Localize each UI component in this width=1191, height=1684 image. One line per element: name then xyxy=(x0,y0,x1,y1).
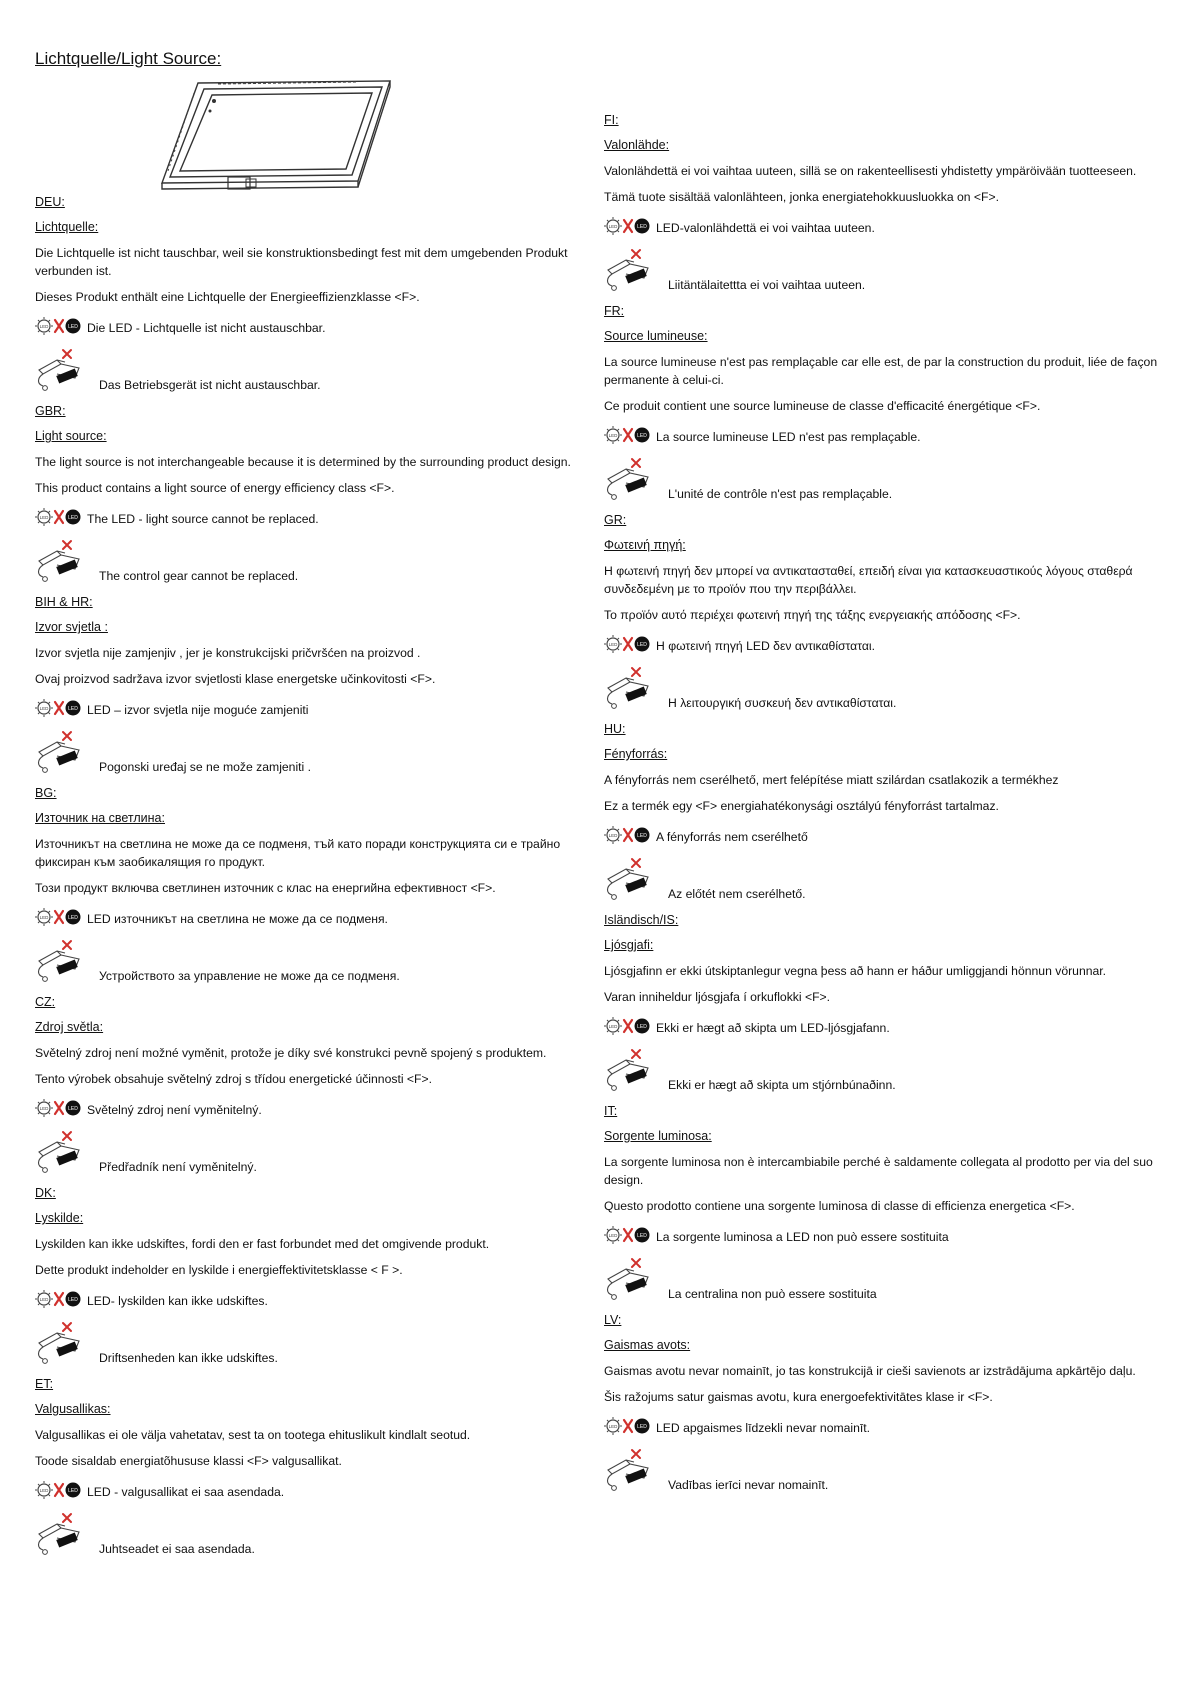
section-heading: Valgusallikas: xyxy=(35,1402,111,1416)
gear-notice xyxy=(604,857,1174,907)
svg-text:LED: LED xyxy=(608,1423,618,1429)
gear-notice-text: Устройството за управление не може да се подменя. xyxy=(99,969,400,983)
svg-text:LED: LED xyxy=(608,432,618,438)
led-notice xyxy=(604,1414,1174,1442)
language-code: LV: xyxy=(604,1313,622,1327)
paragraph: Ljósgjafinn er ekki útskiptanlegur vegna þess að hann er háður umliggjandi hönnun vörunnar. xyxy=(604,964,1107,978)
gear-notice-text: Η λειτουργική συσκευή δεν αντικαθίσταται. xyxy=(668,696,897,710)
language-section xyxy=(35,1377,595,1562)
language-section xyxy=(35,404,595,589)
led-notice xyxy=(35,1287,595,1315)
led-notice xyxy=(35,905,595,933)
led-notice-text: LED източникът на светлина не може да се подменя. xyxy=(87,912,388,926)
gear-notice xyxy=(604,457,1174,507)
gear-notice-text: Liitäntälaitettta ei voi vaihtaa uuteen. xyxy=(668,278,866,292)
led-notice-text: LED-valonlähdettä ei voi vaihtaa uuteen. xyxy=(656,221,875,235)
gear-notice xyxy=(604,248,1174,298)
language-code: GBR: xyxy=(35,404,66,418)
language-code: ET: xyxy=(35,1377,54,1391)
led-notice-text: La sorgente luminosa a LED non può essere sostituita xyxy=(656,1230,949,1244)
led-not-replaceable-icon xyxy=(35,907,81,932)
svg-text:LED: LED xyxy=(68,323,78,330)
paragraph: Източникът на светлина не може да се подменя, тъй като поради конструкцията си е трайно фиксиран към заобикалящия го продукт. xyxy=(35,837,561,869)
svg-text:LED: LED xyxy=(637,641,647,648)
section-heading: Source lumineuse: xyxy=(604,329,708,343)
section-heading: Източник на светлина: xyxy=(35,811,165,825)
svg-text:LED: LED xyxy=(608,641,618,647)
svg-text:LED: LED xyxy=(68,1296,78,1303)
language-section xyxy=(604,1104,1174,1307)
led-notice-text: LED - valgusallikat ei saa asendada. xyxy=(87,1485,285,1499)
page-title: Lichtquelle/Light Source: xyxy=(35,49,222,68)
led-notice-text: The LED - light source cannot be replaced. xyxy=(87,512,319,526)
svg-text:LED: LED xyxy=(68,514,78,521)
language-section xyxy=(35,1186,595,1371)
control-gear-not-replaceable-icon xyxy=(35,1130,85,1181)
gear-notice xyxy=(35,539,595,589)
led-not-replaceable-icon xyxy=(604,1016,650,1041)
language-section xyxy=(35,786,595,989)
paragraph: La source lumineuse n'est pas remplaçable car elle est, de par la construction du produit, liée de façon permanente à celui-ci. xyxy=(604,355,1158,387)
svg-text:LED: LED xyxy=(68,1487,78,1494)
svg-text:LED: LED xyxy=(608,223,618,229)
control-gear-not-replaceable-icon xyxy=(604,457,654,508)
svg-text:LED: LED xyxy=(637,432,647,439)
gear-notice xyxy=(604,1257,1174,1307)
led-notice xyxy=(35,1096,595,1124)
led-not-replaceable-icon xyxy=(35,1098,81,1123)
svg-text:LED: LED xyxy=(637,832,647,839)
paragraph: The light source is not interchangeable because it is determined by the surrounding product design. xyxy=(35,455,571,469)
control-gear-not-replaceable-icon xyxy=(604,1448,654,1499)
section-heading: Gaismas avots: xyxy=(604,1338,691,1352)
language-code: Isländisch/IS: xyxy=(604,913,679,927)
gear-notice-text: Ekki er hægt að skipta um stjórnbúnaðinn. xyxy=(668,1078,896,1092)
control-gear-not-replaceable-icon xyxy=(35,939,85,990)
control-gear-not-replaceable-icon xyxy=(35,348,85,399)
svg-text:LED: LED xyxy=(39,914,49,920)
gear-notice xyxy=(35,939,595,989)
section-heading: Lyskilde: xyxy=(35,1211,84,1225)
paragraph: Světelný zdroj není možné vyměnit, protože je díky své konstrukci pevně spojený s produktem. xyxy=(35,1046,547,1060)
control-gear-not-replaceable-icon xyxy=(35,539,85,590)
control-gear-not-replaceable-icon xyxy=(604,1257,654,1308)
language-code: IT: xyxy=(604,1104,618,1118)
led-notice xyxy=(35,1478,595,1506)
section-heading: Lichtquelle: xyxy=(35,220,99,234)
language-section xyxy=(35,995,595,1180)
svg-text:LED: LED xyxy=(39,1487,49,1493)
language-code: BG: xyxy=(35,786,57,800)
svg-text:LED: LED xyxy=(68,914,78,921)
language-code: DK: xyxy=(35,1186,56,1200)
section-heading: Light source: xyxy=(35,429,107,443)
gear-notice-text: Juhtseadet ei saa asendada. xyxy=(99,1542,255,1556)
gear-notice xyxy=(35,348,595,398)
gear-notice-text: L'unité de contrôle n'est pas remplaçable. xyxy=(668,487,893,501)
gear-notice-text: La centralina non può essere sostituita xyxy=(668,1287,877,1301)
language-code: FI: xyxy=(604,113,619,127)
gear-notice xyxy=(35,1512,595,1562)
language-section xyxy=(604,513,1174,716)
svg-text:LED: LED xyxy=(608,832,618,838)
section-heading: Fényforrás: xyxy=(604,747,668,761)
gear-notice-text: Předřadník není vyměnitelný. xyxy=(99,1160,257,1174)
gear-notice xyxy=(35,1130,595,1180)
paragraph: Ez a termék egy <F> energiahatékonysági osztályú fényforrást tartalmaz. xyxy=(604,799,999,813)
language-section xyxy=(604,722,1174,907)
gear-notice-text: Das Betriebsgerät ist nicht austauschbar. xyxy=(99,378,321,392)
svg-text:LED: LED xyxy=(637,1232,647,1239)
language-section xyxy=(604,913,1174,1098)
led-not-replaceable-icon xyxy=(35,316,81,341)
gear-notice-text: Driftsenheden kan ikke udskiftes. xyxy=(99,1351,278,1365)
paragraph: Varan inniheldur ljósgjafa í orkuflokki <F>. xyxy=(604,990,831,1004)
svg-text:LED: LED xyxy=(608,1023,618,1029)
paragraph: A fényforrás nem cserélhető, mert felépítése miatt szilárdan csatlakozik a termékhez xyxy=(604,773,1059,787)
paragraph: Lyskilden kan ikke udskiftes, fordi den er fast forbundet med det omgivende produkt. xyxy=(35,1237,490,1251)
svg-text:LED: LED xyxy=(608,1232,618,1238)
svg-text:LED: LED xyxy=(39,514,49,520)
language-section xyxy=(35,595,595,780)
paragraph: Το προϊόν αυτό περιέχει φωτεινή πηγή της τάξης ενεργειακής απόδοσης <F>. xyxy=(604,608,1021,622)
led-notice-text: LED apgaismes līdzekli nevar nomainīt. xyxy=(656,1421,871,1435)
led-not-replaceable-icon xyxy=(604,1416,650,1441)
gear-notice-text: The control gear cannot be replaced. xyxy=(99,569,299,583)
control-gear-not-replaceable-icon xyxy=(35,1321,85,1372)
led-notice-text: LED- lyskilden kan ikke udskiftes. xyxy=(87,1294,268,1308)
section-heading: Φωτεινή πηγή: xyxy=(604,538,686,552)
control-gear-not-replaceable-icon xyxy=(35,730,85,781)
led-notice xyxy=(604,1014,1174,1042)
paragraph: Dette produkt indeholder en lyskilde i energieffektivitetsklasse < F >. xyxy=(35,1263,403,1277)
svg-text:LED: LED xyxy=(637,1023,647,1030)
language-code: CZ: xyxy=(35,995,56,1009)
paragraph: Dieses Produkt enthält eine Lichtquelle der Energieeffizienzklasse <F>. xyxy=(35,290,420,304)
left-column xyxy=(35,195,595,1568)
led-notice-text: La source lumineuse LED n'est pas remplaçable. xyxy=(656,430,921,444)
led-not-replaceable-icon xyxy=(35,698,81,723)
paragraph: Izvor svjetla nije zamjenjiv , jer je konstrukcijski pričvršćen na proizvod . xyxy=(35,646,421,660)
language-code: HU: xyxy=(604,722,626,736)
gear-notice-text: Pogonski uređaj se ne može zamjeniti . xyxy=(99,760,312,774)
gear-notice xyxy=(35,730,595,780)
led-notice xyxy=(604,214,1174,242)
gear-notice-text: Az előtét nem cserélhető. xyxy=(668,887,806,901)
paragraph: Valonlähdettä ei voi vaihtaa uuteen, sillä se on rakenteellisesti yhdistetty ympäröivään tuotteeseen. xyxy=(604,164,1137,178)
led-notice xyxy=(35,314,595,342)
led-notice-text: Η φωτεινή πηγή LED δεν αντικαθίσταται. xyxy=(656,639,876,653)
language-section xyxy=(604,304,1174,507)
language-section xyxy=(604,1313,1174,1498)
led-notice xyxy=(604,823,1174,851)
language-section xyxy=(604,113,1174,298)
led-not-replaceable-icon xyxy=(604,634,650,659)
gear-notice xyxy=(604,666,1174,716)
paragraph: Ovaj proizvod sadržava izvor svjetlosti klase energetske učinkovitosti <F>. xyxy=(35,672,436,686)
paragraph: Η φωτεινή πηγή δεν μπορεί να αντικατασταθεί, επειδή είναι για κατασκευαστικούς λόγους σταθερά συνδεδεμένη με το προϊόν που την περιβάλλει. xyxy=(604,564,1133,596)
paragraph: Šis ražojums satur gaismas avotu, kura energoefektivitātes klase ir <F>. xyxy=(604,1390,993,1404)
gear-notice xyxy=(35,1321,595,1371)
svg-text:LED: LED xyxy=(68,1105,78,1112)
section-heading: Ljósgjafi: xyxy=(604,938,654,952)
led-notice-text: Světelný zdroj není vyměnitelný. xyxy=(87,1103,262,1117)
led-notice xyxy=(35,505,595,533)
svg-text:LED: LED xyxy=(637,1423,647,1430)
gear-notice xyxy=(604,1048,1174,1098)
control-gear-not-replaceable-icon xyxy=(604,666,654,717)
svg-text:LED: LED xyxy=(68,705,78,712)
led-not-replaceable-icon xyxy=(604,216,650,241)
paragraph: Gaismas avotu nevar nomainīt, jo tas konstrukcijā ir cieši savienots ar izstrādājuma apkārtējo daļu. xyxy=(604,1364,1136,1378)
led-notice xyxy=(604,423,1174,451)
led-not-replaceable-icon xyxy=(604,425,650,450)
led-panel-drawing xyxy=(158,77,398,199)
language-section xyxy=(35,195,595,398)
control-gear-not-replaceable-icon xyxy=(604,857,654,908)
svg-text:LED: LED xyxy=(39,323,49,329)
gear-notice-text: Vadības ierīci nevar nomainīt. xyxy=(668,1478,829,1492)
section-heading: Valonlähde: xyxy=(604,138,670,152)
control-gear-not-replaceable-icon xyxy=(604,1048,654,1099)
led-notice-text: Die LED - Lichtquelle ist nicht austauschbar. xyxy=(87,321,326,335)
led-not-replaceable-icon xyxy=(35,1289,81,1314)
led-not-replaceable-icon xyxy=(35,1480,81,1505)
language-code: GR: xyxy=(604,513,627,527)
led-not-replaceable-icon xyxy=(35,507,81,532)
paragraph: Ce produit contient une source lumineuse de classe d'efficacité énergétique <F>. xyxy=(604,399,1041,413)
language-code: DEU: xyxy=(35,195,65,209)
paragraph: Questo prodotto contiene una sorgente luminosa di classe di efficienza energetica <F>. xyxy=(604,1199,1075,1213)
gear-notice xyxy=(604,1448,1174,1498)
led-notice-text: LED – izvor svjetla nije moguće zamjeniti xyxy=(87,703,309,717)
led-notice xyxy=(35,696,595,724)
paragraph: Toode sisaldab energiatõhususe klassi <F> valgusallikat. xyxy=(35,1454,342,1468)
paragraph: Tento výrobek obsahuje světelný zdroj s třídou energetické účinnosti <F>. xyxy=(35,1072,432,1086)
svg-text:LED: LED xyxy=(39,1296,49,1302)
paragraph: Този продукт включва светлинен източник с клас на енергийна ефективност <F>. xyxy=(35,881,496,895)
section-heading: Sorgente luminosa: xyxy=(604,1129,712,1143)
svg-text:LED: LED xyxy=(39,705,49,711)
led-notice xyxy=(604,1223,1174,1251)
paragraph: This product contains a light source of energy efficiency class <F>. xyxy=(35,481,395,495)
paragraph: La sorgente luminosa non è intercambiabile perché è saldamente collegata al prodotto per via del suo design. xyxy=(604,1155,1153,1187)
section-heading: Zdroj světla: xyxy=(35,1020,104,1034)
control-gear-not-replaceable-icon xyxy=(35,1512,85,1563)
led-not-replaceable-icon xyxy=(604,825,650,850)
svg-text:LED: LED xyxy=(39,1105,49,1111)
paragraph: Tämä tuote sisältää valonlähteen, jonka energiatehokkuusluokka on <F>. xyxy=(604,190,999,204)
led-not-replaceable-icon xyxy=(604,1225,650,1250)
language-code: FR: xyxy=(604,304,625,318)
led-notice-text: Ekki er hægt að skipta um LED-ljósgjafann. xyxy=(656,1021,890,1035)
led-notice-text: A fényforrás nem cserélhető xyxy=(656,830,808,844)
language-code: BIH & HR: xyxy=(35,595,93,609)
right-column xyxy=(604,113,1174,1504)
svg-text:LED: LED xyxy=(637,223,647,230)
paragraph: Valgusallikas ei ole välja vahetatav, sest ta on tootega ehituslikult kindlalt seotud. xyxy=(35,1428,471,1442)
section-heading: Izvor svjetla : xyxy=(35,620,108,634)
led-notice xyxy=(604,632,1174,660)
paragraph: Die Lichtquelle ist nicht tauschbar, weil sie konstruktionsbedingt fest mit dem umgebenden Produkt verbunden ist. xyxy=(35,246,568,278)
control-gear-not-replaceable-icon xyxy=(604,248,654,299)
